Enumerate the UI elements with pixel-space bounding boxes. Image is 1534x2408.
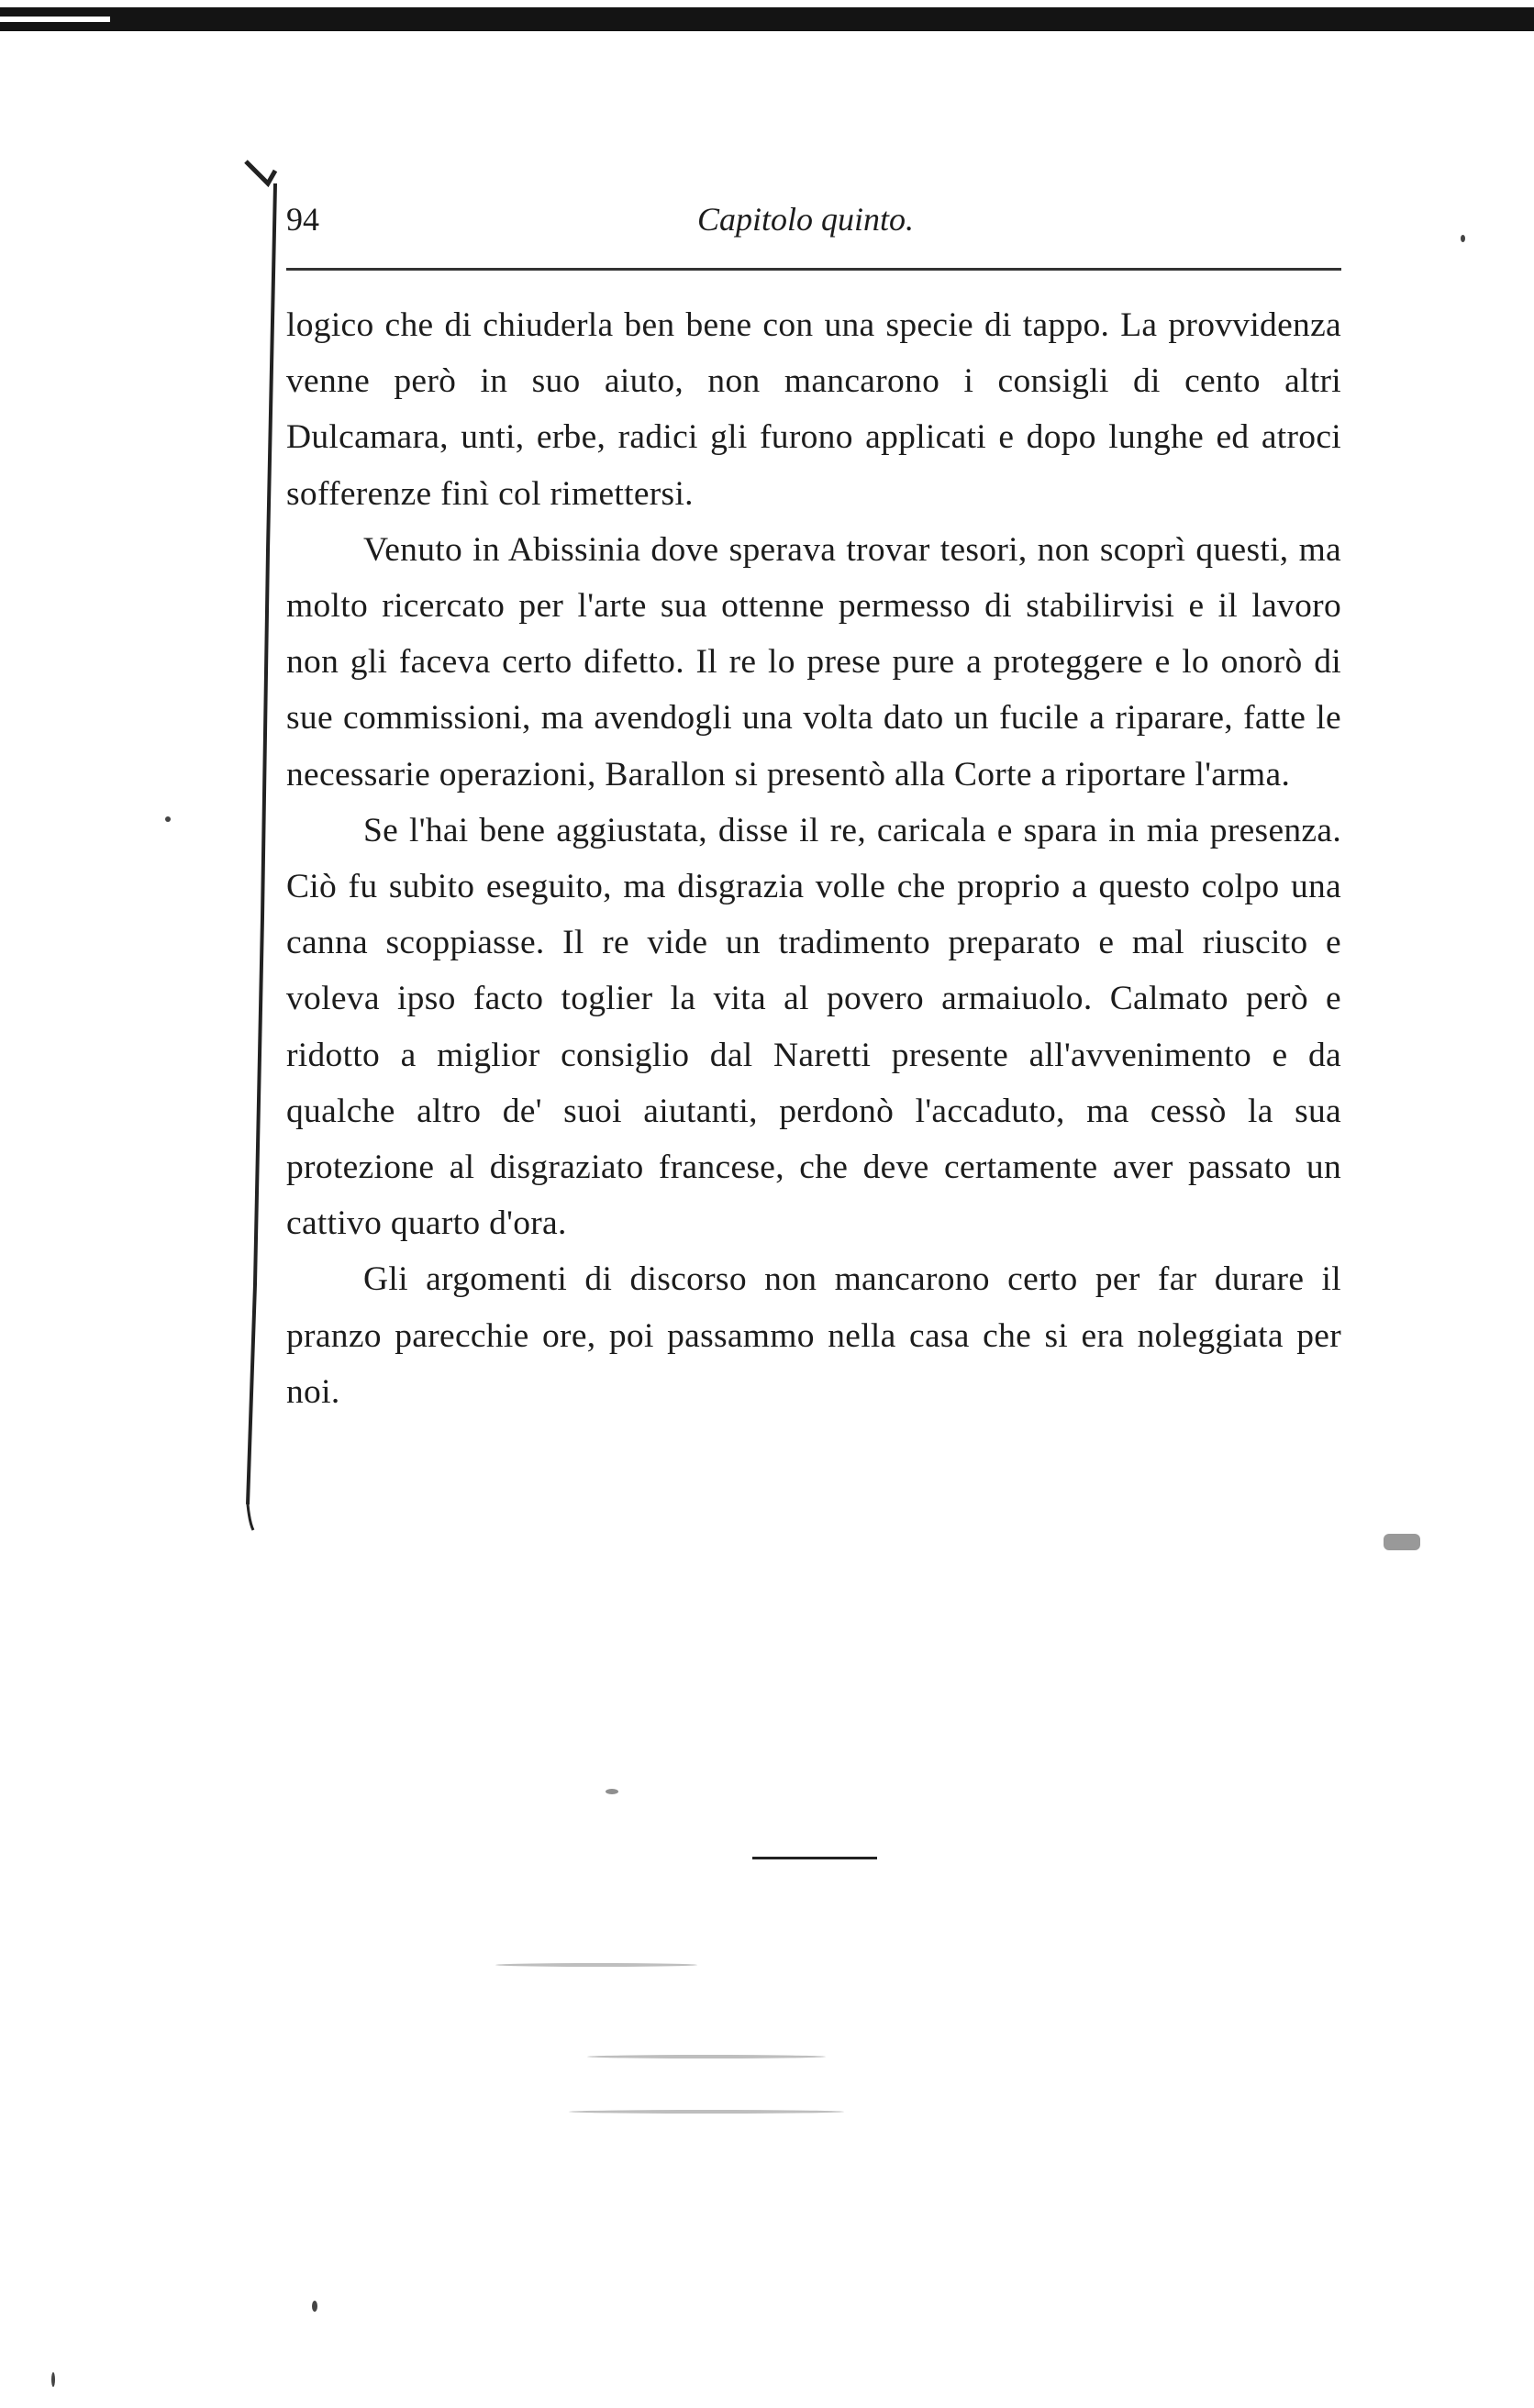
scan-speck [165, 816, 171, 822]
scan-speck [312, 2301, 317, 2312]
margin-pencil-line [0, 0, 303, 1559]
chapter-end-rule [752, 1857, 877, 1859]
paragraph-2: Venuto in Abissinia dove sperava trovar tesori, non scoprì questi, ma molto ricercato per l'arte sua ottenne permesso di stabilirvisi e il lavoro non gli faceva certo difetto. Il re lo prese pure a proteggere e lo onorò di sue commissioni, ma avendogli una volta dato un fucile a riparare, fatte le necessarie operazioni, Barallon si presentò alla Corte a riportare l'arma. [286, 530, 1341, 793]
scan-speck [51, 2372, 55, 2387]
paragraph-1: logico che di chiuderla ben bene con una specie di tappo. La provvidenza venne però in suo aiuto, non mancarono i consigli di cento altri Dulcamara, unti, erbe, radici gli furono applicati e dopo lunghe ed atroci sofferenze finì col rimettersi. [286, 306, 1341, 513]
scan-speck [1461, 235, 1465, 242]
body-text [286, 297, 1341, 1420]
scan-speck [1384, 1534, 1420, 1550]
paragraph-4: Gli argomenti di discorso non mancarono certo per far durare il pranzo parecchie ore, poi passammo nella casa che si era noleggiata per noi. [286, 1260, 1341, 1411]
scan-speck [587, 2055, 826, 2058]
paragraph-3: Se l'hai bene aggiustata, disse il re, caricala e spara in mia presenza. Ciò fu subito eseguito, ma disgrazia volle che proprio a questo colpo una canna scoppiasse. Il re vide un tradimento preparato e mal riuscito e voleva ipso facto toglier la vita al povero armaiuolo. Calmato però e ridotto a miglior consiglio dal Naretti presente all'avvenimento e da qualche altro de' suoi aiutanti, perdonò l'accaduto, ma cessò la sua protezione al disgraziato francese, che deve certamente aver passato un cattivo quarto d'ora. [286, 811, 1341, 1243]
scan-speck [606, 1789, 618, 1794]
scan-speck [495, 1963, 697, 1967]
header-rule [286, 268, 1341, 271]
page-number: 94 [286, 201, 319, 238]
running-title: Capitolo quinto. [697, 201, 915, 238]
scan-speck [569, 2110, 844, 2114]
